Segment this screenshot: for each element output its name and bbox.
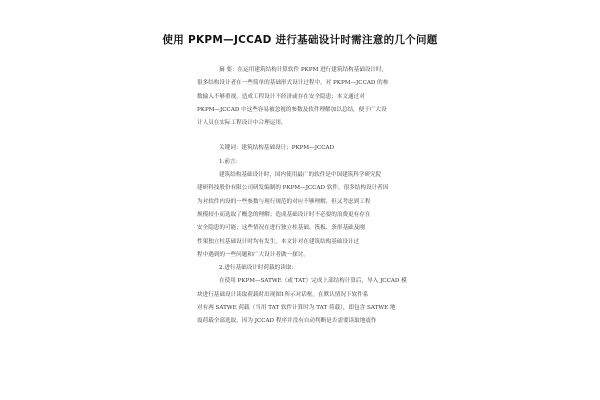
paragraph-line: 程中遇到的一些问题和广大设计者做一探讨。 [197,251,309,258]
spacer [197,130,407,142]
paragraph-line: 建筑结构基础设计时，国内使用最广的软件是中国建筑科学研究院 [219,172,382,179]
abstract-line: 数输入不够重视，造成工程设计不经济或存在安全隐患；本文通过对 [197,93,365,100]
paragraph-line: 在使用 PKPM—SATWE（或 TAT）完成上部结构计算后，导入 JCCAD 模 [219,278,407,285]
paragraph-line: 性架独立柱基础设计时均有发生。本文针对在建筑结构基础设计过 [197,238,360,245]
abstract-line: 很多结构设计者在一些简单的基础形式设计过程中，对 PKPM—JCCAD 的参 [197,80,389,87]
abstract-line: 计人员在实际工程设计中合理运用。 [197,120,287,127]
abstract-line: PKPM—JCCAD 中这些容易被忽视的参数及软件理解加以总结，便于广大设 [197,106,387,113]
paragraph-line: 安全隐患的可能；这些情况在进行独立柱基础、筏板、条形基础及刚 [197,225,365,232]
paragraph-line: 块进行基础设计读取荷载时出现图1所示对话框。在默认情况下软件系 [197,291,369,298]
paragraph-line: 为对软件内设的一些参数与现行规范的对应不够理解，但又考虑到工程 [197,198,371,205]
keywords: 关键词：建筑结构基础设计；PKPM—JCCAD [219,145,335,152]
section-heading: 2.进行基础设计时荷载的读取： [219,265,298,272]
document-body [197,64,407,329]
paragraph-line: 规模较小而选取了概念的理解；造成基础设计时不必要的浪费更有存在 [197,211,371,218]
paragraph-line: 建研科技股份有限公司研发编制的 PKPM—JCCAD 软件，很多结构设计者因 [197,185,389,192]
paragraph-line: 震荷载全部选取，因为 JCCAD 程序并没有自动判断是否需要读取地震作 [197,318,377,325]
section-heading: 1.前言： [219,158,242,165]
abstract-line: 摘 要：在运用建筑结构计算软件 PKPM 进行建筑结构基础设计时, [219,67,384,73]
paragraph-line: 对有两 SATWE 荷载（当用 TAT 软件计算时为 TAT 荷载），即包含 SATWE 地 [197,305,396,312]
page-title: 使用 PKPM—JCCAD 进行基础设计时需注意的几个问题 [162,34,438,46]
